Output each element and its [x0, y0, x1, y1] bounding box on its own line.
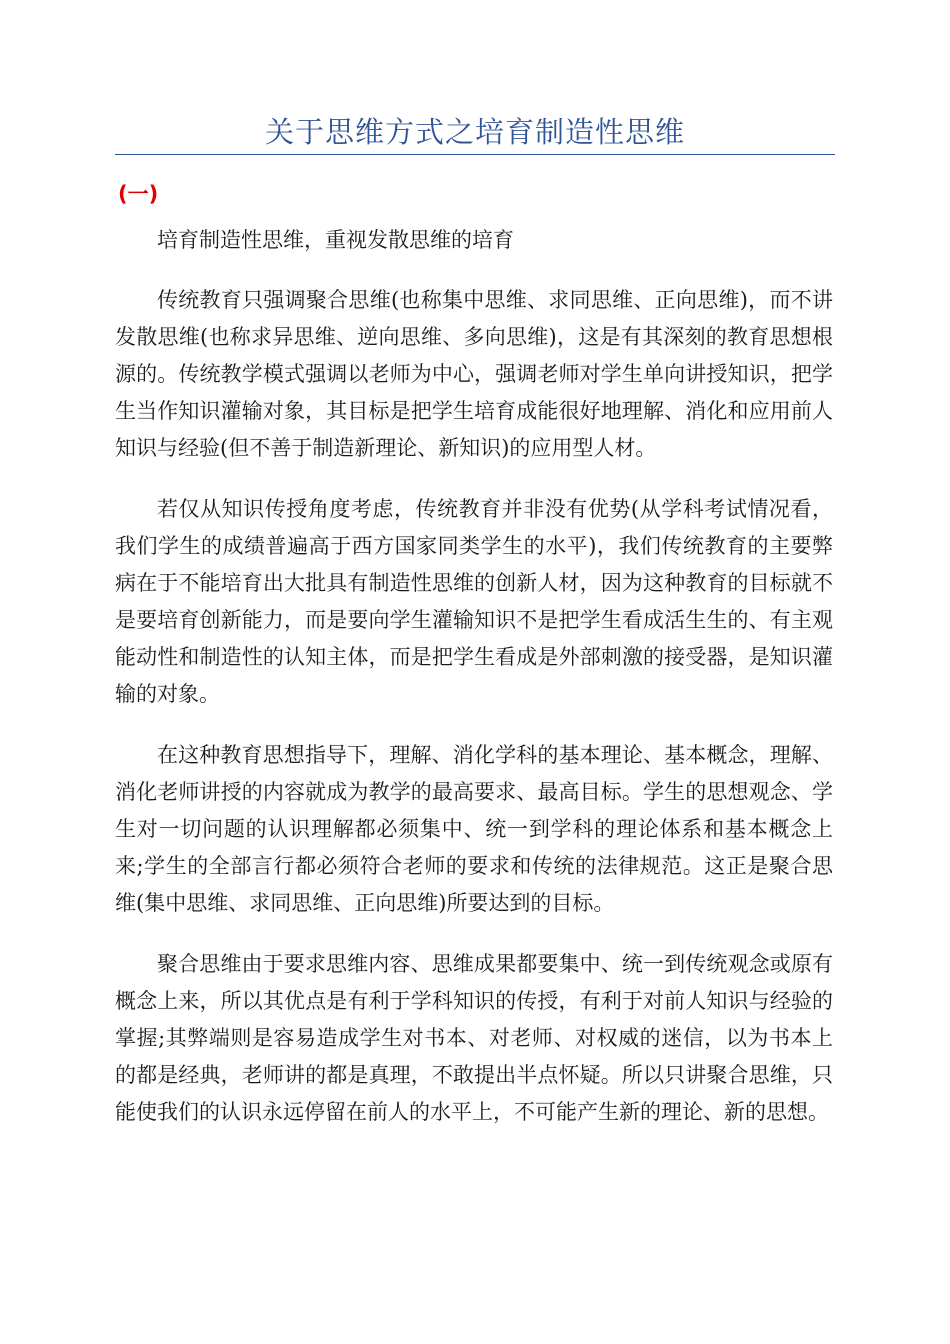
- document-title: 关于思维方式之培育制造性思维: [264, 115, 685, 149]
- title-underline-rule: [115, 154, 835, 155]
- document-body: [115, 222, 833, 1155]
- paragraph: 传统教育只强调聚合思维(也称集中思维、求同思维、正向思维)，而不讲发散思维(也称求异思维、逆向思维、多向思维)，这是有其深刻的教育思想根源的。传统教学模式强调以老师为中心，强调老师对学生单向讲授知识，把学生当作知识灌输对象，其目标是把学生培育成能很好地理解、消化和应用前人知识与经验(但不善于制造新理论、新知识)的应用型人材。: [115, 288, 833, 460]
- paragraph-subheading: 培育制造性思维，重视发散思维的培育: [157, 228, 514, 252]
- paragraph: 在这种教育思想指导下，理解、消化学科的基本理论、基本概念，理解、消化老师讲授的内容就成为教学的最高要求、最高目标。学生的思想观念、学生对一切问题的认识理解都必须集中、统一到学科的理论体系和基本概念上来;学生的全部言行都必须符合老师的要求和传统的法律规范。这正是聚合思维(集中思维、求同思维、正向思维)所要达到的目标。: [115, 743, 833, 915]
- section-heading: (一): [118, 182, 159, 206]
- paragraph: 聚合思维由于要求思维内容、思维成果都要集中、统一到传统观念或原有概念上来，所以其优点是有利于学科知识的传授，有利于对前人知识与经验的掌握;其弊端则是容易造成学生对书本、对老师、对权威的迷信，以为书本上的都是经典，老师讲的都是真理，不敢提出半点怀疑。所以只讲聚合思维，只能使我们的认识永远停留在前人的水平上，不可能产生新的理论、新的思想。: [115, 952, 833, 1124]
- paragraph: 若仅从知识传授角度考虑，传统教育并非没有优势(从学科考试情况看，我们学生的成绩普遍高于西方国家同类学生的水平)，我们传统教育的主要弊病在于不能培育出大批具有制造性思维的创新人材，因为这种教育的目标就不是要培育创新能力，而是要向学生灌输知识不是把学生看成活生生的、有主观能动性和制造性的认知主体，而是把学生看成是外部刺激的接受器，是知识灌输的对象。: [115, 497, 833, 706]
